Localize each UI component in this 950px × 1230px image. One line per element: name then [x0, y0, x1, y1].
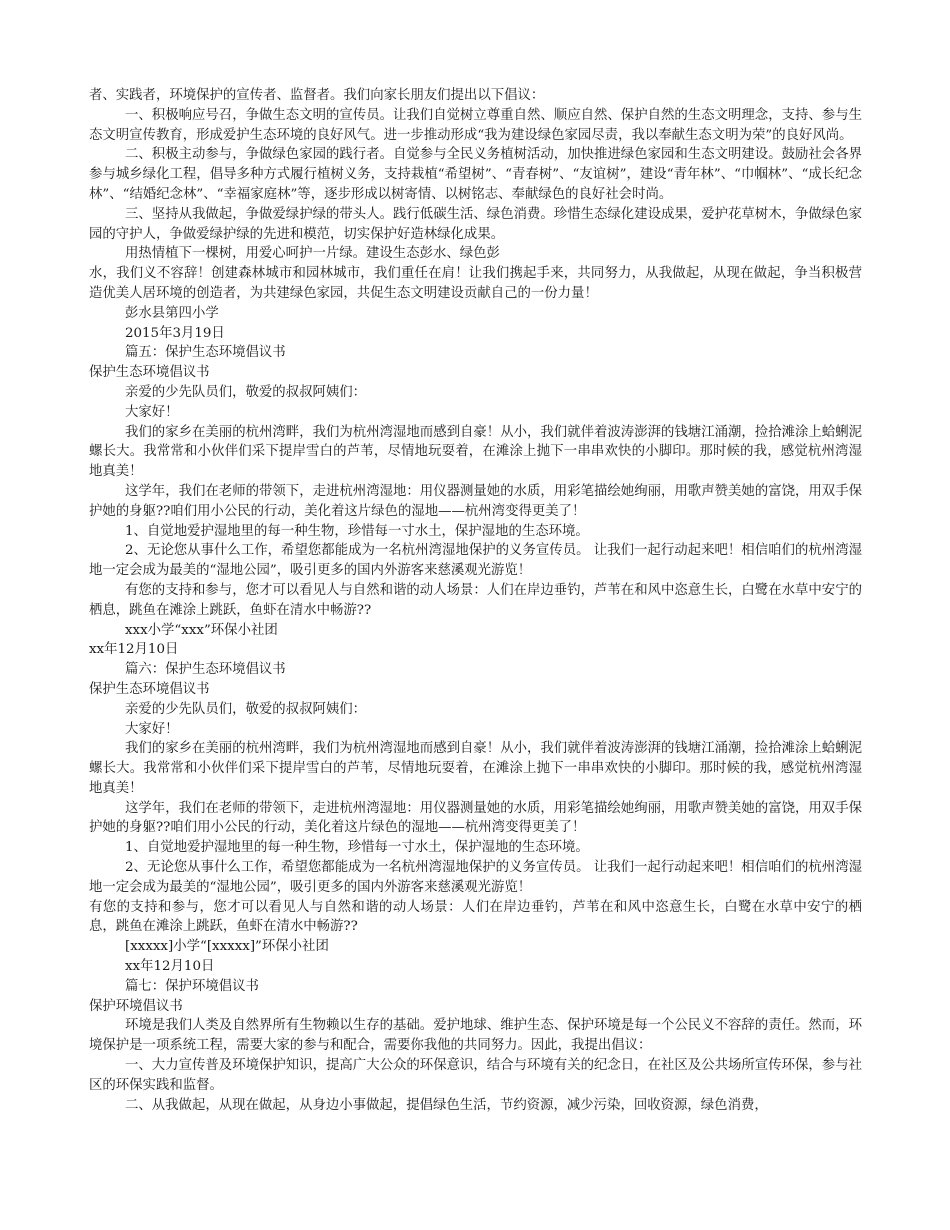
- paragraph: 彭水县第四小学: [125, 305, 219, 321]
- paragraph: 1、自觉地爱护湿地里的每一种生物，珍惜每一寸水土，保护湿地的生态环境。: [125, 840, 589, 856]
- paragraph: 有您的支持和参与，您才可以看见人与自然和谐的动人场景：人们在岸边垂钓，芦苇在和风中恣意生长，白鹭在水草中安宁的栖息，跳鱼在滩涂上跳跃，鱼虾在清水中畅游??: [89, 582, 862, 618]
- paragraph: xx年12月10日: [125, 959, 215, 975]
- paragraph: 亲爱的少先队员们，敬爱的叔叔阿姨们：: [125, 701, 367, 717]
- paragraph: 环境是我们人类及自然界所有生物赖以生存的基础。爱护地球、维护生态、保护环境是每一个公民义不容辞的责任。然而，环境保护是一项系统工程，需要大家的参与和配合，需要你我他的共同努力。因此，我提出倡议：: [89, 1018, 862, 1054]
- paragraph: 保护生态环境倡议书: [89, 365, 210, 381]
- paragraph: [xxxxx]小学“[xxxxx]”环保小社团: [125, 939, 329, 955]
- paragraph: 二、从我做起，从现在做起，从身边小事做起，提倡绿色生活，节约资源，减少污染，回收资源，绿色消费，: [125, 1097, 768, 1113]
- paragraph: 一、大力宣传普及环境保护知识，提高广大公众的环保意识，结合与环境有关的纪念日，在社区及公共场所宣传环保，参与社区的环保实践和监督。: [89, 1058, 862, 1093]
- paragraph: 我们的家乡在美丽的杭州湾畔，我们为杭州湾湿地而感到自豪！从小，我们就伴着波涛澎湃的钱塘江涌潮，捡拾滩涂上蛤蜊泥螺长大。我常常和小伙伴们采下提岸雪白的芦苇，尽情地玩耍着，在滩涂上抛下一串串欢快的小脚印。那时候的我，感觉杭州湾湿地真美！: [89, 424, 862, 480]
- paragraph: 这学年，我们在老师的带领下，走进杭州湾湿地：用仪器测量她的水质，用彩笔描绘她绚丽，用歌声赞美她的富饶，用双手保护她的身躯??咱们用小公民的行动，美化着这片绿色的湿地——杭州湾变得更美了！: [89, 800, 862, 836]
- paragraph: 大家好！: [125, 721, 179, 737]
- paragraph: 大家好！: [125, 404, 179, 420]
- paragraph: xxx小学“xxx”环保小社团: [125, 622, 278, 638]
- paragraph: 2、无论您从事什么工作，希望您都能成为一名杭州湾湿地保护的义务宣传员。 让我们一起行动起来吧！相信咱们的杭州湾湿地一定会成为最美的“湿地公园”，吸引更多的国内外游客来慈溪观光游览！: [89, 860, 862, 895]
- paragraph: 二、积极主动参与，争做绿色家园的践行者。自觉参与全民义务植树活动，加快推进绿色家园和生态文明建设。鼓励社会各界参与城乡绿化工程，倡导多种方式履行植树义务，支持栽植“希望树”、“青春树”、“友谊树”，建设“青年林”、“巾帼林”、“成长纪念林”、“结婚纪念林”、“幸福家庭林”等，逐步形成以树寄情、以树铭志、奉献绿色的良好社会时尚。: [89, 147, 862, 202]
- paragraph: xx年12月10日: [89, 642, 179, 658]
- paragraph: 2015年3月19日: [125, 325, 225, 341]
- paragraph: 水，我们义不容辞！创建森林城市和园林城市，我们重任在肩！让我们携起手来，共同努力，从我做起，从现在做起，争当积极营造优美人居环境的创造者，为共建绿色家园，共促生态文明建设贡献自己的一份力量！: [89, 266, 862, 301]
- paragraph: 这学年，我们在老师的带领下，走进杭州湾湿地：用仪器测量她的水质，用彩笔描绘她绚丽，用歌声赞美她的富饶，用双手保护她的身躯??咱们用小公民的行动，美化着这片绿色的湿地——杭州湾变得更美了！: [89, 483, 862, 519]
- paragraph: 2、无论您从事什么工作，希望您都能成为一名杭州湾湿地保护的义务宣传员。 让我们一起行动起来吧！相信咱们的杭州湾湿地一定会成为最美的“湿地公园”，吸引更多的国内外游客来慈溪观光游览！: [89, 543, 862, 579]
- paragraph: 三、坚持从我做起，争做爱绿护绿的带头人。践行低碳生活、绿色消费。珍惜生态绿化建设成果，爱护花草树木，争做绿色家园的守护人，争做爱绿护绿的先进和模范，切实保护好造林绿化成果。: [89, 206, 862, 242]
- paragraph: 保护环境倡议书: [89, 998, 183, 1014]
- paragraph: 用热情植下一棵树，用爱心呵护一片绿。建设生态彭水、绿色彭: [125, 246, 500, 262]
- paragraph: 者、实践者，环境保护的宣传者、监督者。我们向家长朋友们提出以下倡议：: [89, 88, 545, 103]
- paragraph: 保护生态环境倡议书: [89, 681, 210, 697]
- document-body: [89, 86, 862, 1115]
- paragraph: 篇五：保护生态环境倡议书: [125, 345, 286, 361]
- paragraph: 我们的家乡在美丽的杭州湾畔，我们为杭州湾湿地而感到自豪！从小，我们就伴着波涛澎湃的钱塘江涌潮，捡拾滩涂上蛤蜊泥螺长大。我常常和小伙伴们采下提岸雪白的芦苇，尽情地玩耍着，在滩涂上抛下一串串欢快的小脚印。那时候的我，感觉杭州湾湿地真美！: [89, 741, 862, 796]
- paragraph: 亲爱的少先队员们，敬爱的叔叔阿姨们：: [125, 384, 367, 400]
- paragraph: 篇六：保护生态环境倡议书: [125, 662, 286, 678]
- paragraph: 篇七：保护环境倡议书: [125, 978, 259, 994]
- paragraph: 1、自觉地爱护湿地里的每一种生物，珍惜每一寸水土，保护湿地的生态环境。: [125, 523, 589, 539]
- paragraph: 一、积极响应号召，争做生态文明的宣传员。让我们自觉树立尊重自然、顺应自然、保护自然的生态文明理念，支持、参与生态文明宣传教育，形成爱护生态环境的良好风气。进一步推动形成“我为建设绿色家园尽责，我以奉献生态文明为荣”的良好风尚。: [89, 107, 862, 143]
- paragraph: 有您的支持和参与，您才可以看见人与自然和谐的动人场景：人们在岸边垂钓，芦苇在和风中恣意生长，白鹭在水草中安宁的栖息，跳鱼在滩涂上跳跃，鱼虾在清水中畅游??: [89, 899, 862, 935]
